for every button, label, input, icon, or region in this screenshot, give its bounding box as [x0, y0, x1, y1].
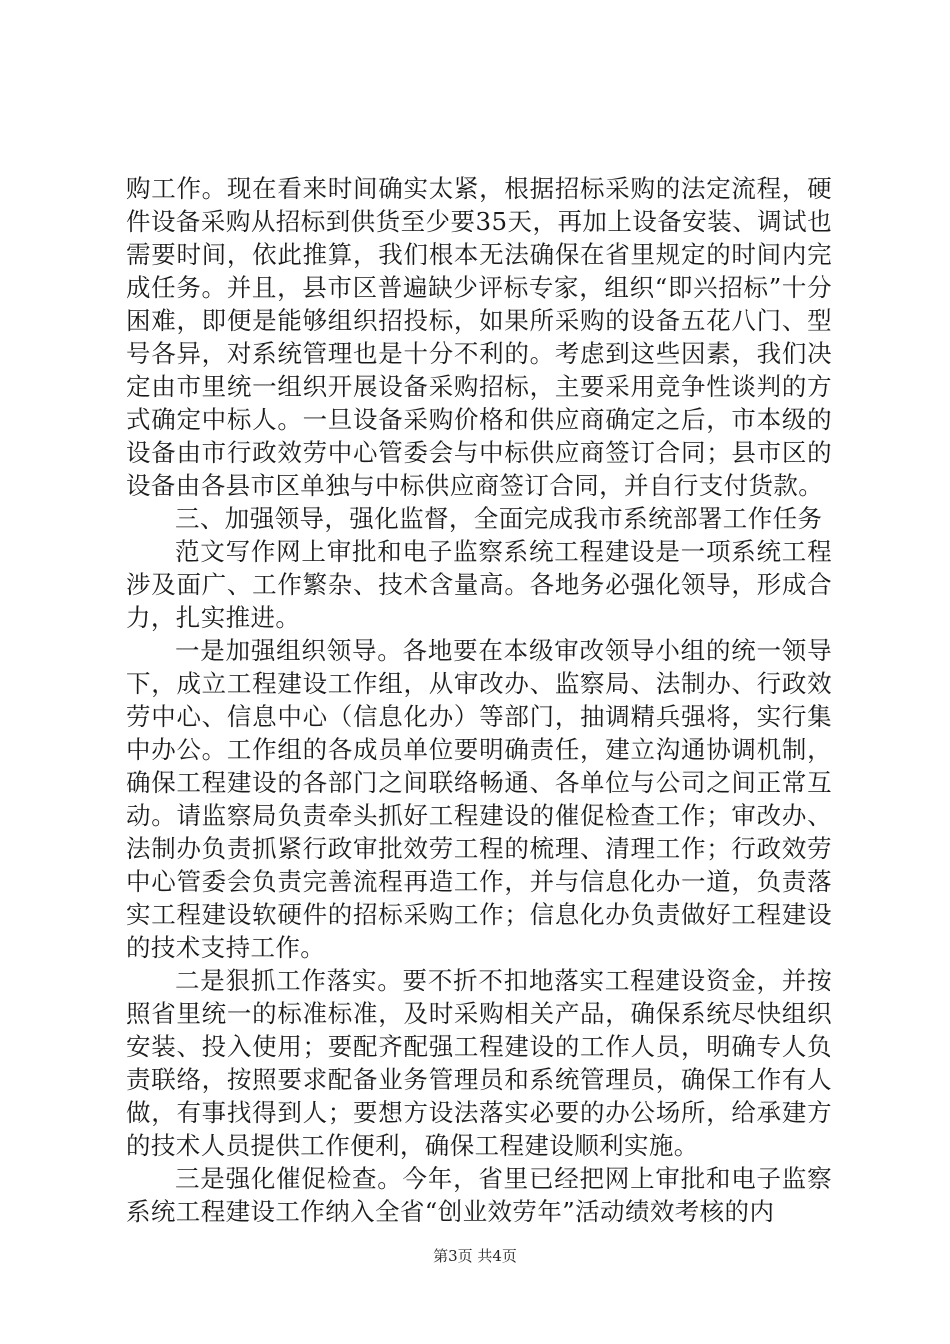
paragraph-4: 二是狠抓工作落实。要不折不扣地落实工程建设资金，并按照省里统一的标准标准，及时采购相关产品，确保系统尽快组织安装、投入使用；要配齐配强工程建设的工作人员，明确专人负责联络，按照要求配备业务管理员和系统管理员，确保工作有人做，有事找得到人；要想方设法落实必要的办公场所，给承建方的技术人员提供工作便利，确保工程建设顺利实施。: [126, 966, 832, 1160]
paragraph-1: 购工作。现在看来时间确实太紧，根据招标采购的法定流程，硬件设备采购从招标到供货至少要35天，再加上设备安装、调试也需要时间，依此推算，我们根本无法确保在省里规定的时间内完成任务。并且，县市区普遍缺少评标专家，组织“即兴招标”十分困难，即便是能够组织招投标，如果所采购的设备五花八门、型号各异，对系统管理也是十分不利的。考虑到这些因素，我们决定由市里统一组织开展设备采购招标，主要采用竞争性谈判的方式确定中标人。一旦设备采购价格和供应商确定之后，市本级的设备由市行政效劳中心管委会与中标供应商签订合同；县市区的设备由各县市区单独与中标供应商签订合同，并自行支付货款。: [126, 174, 832, 500]
document-body: [126, 172, 832, 1228]
paragraph-3: 一是加强组织领导。各地要在本级审改领导小组的统一领导下，成立工程建设工作组，从审改办、监察局、法制办、行政效劳中心、信息中心（信息化办）等部门，抽调精兵强将，实行集中办公。工作组的各成员单位要明确责任，建立沟通协调机制，确保工程建设的各部门之间联络畅通、各单位与公司之间正常互动。请监察局负责牵头抓好工程建设的催促检查工作；审改办、法制办负责抓紧行政审批效劳工程的梳理、清理工作；行政效劳中心管委会负责完善流程再造工作，并与信息化办一道，负责落实工程建设软硬件的招标采购工作；信息化办负责做好工程建设的技术支持工作。: [126, 636, 832, 962]
paragraph-5: 三是强化催促检查。今年，省里已经把网上审批和电子监察系统工程建设工作纳入全省“创业效劳年”活动绩效考核的内: [126, 1164, 832, 1226]
paragraph-2: 范文写作网上审批和电子监察系统工程建设是一项系统工程涉及面广、工作繁杂、技术含量高。各地务必强化领导，形成合力，扎实推进。: [126, 537, 832, 632]
page-number-footer: 第3页 共4页: [433, 1247, 517, 1265]
section-heading: 三、加强领导，强化监督，全面完成我市系统部署工作任务: [175, 504, 823, 533]
